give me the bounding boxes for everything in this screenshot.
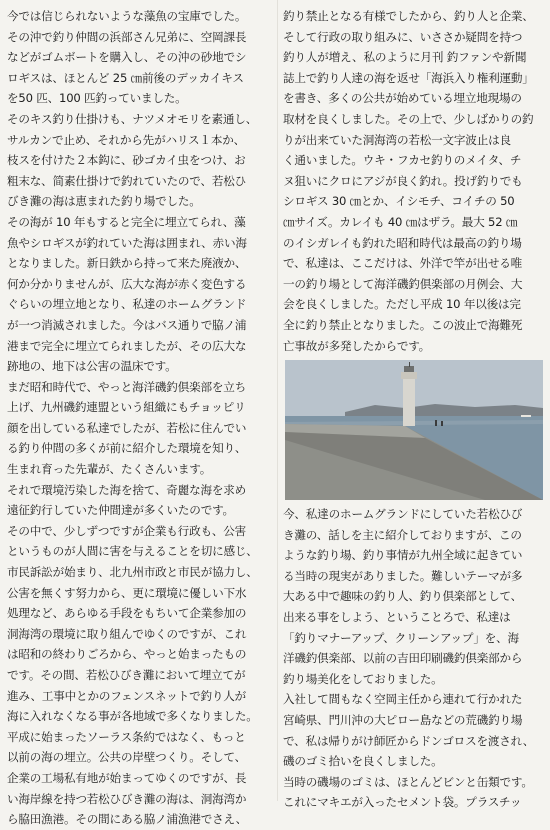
breakwater-lighthouse-photo xyxy=(285,360,543,500)
photo-boat xyxy=(521,415,531,417)
photo-lighthouse-lamp xyxy=(401,372,417,379)
paragraph-left-4: まだ昭和時代で、やっと海洋磯釣倶楽部を立ち 上げ、九州磯釣連盟という組織にもチョッピリ 顔を出している私達でしたが、若松に住んでい る釣り仲間の多くが前に紹介した環境を知り、 生まれ育った先輩が、たくさんいます。 xyxy=(7,379,247,477)
paragraph-right-1: 釣り禁止となる有様でしたから、釣り人と企業、 そして行政の取り組みに、いささか疑問を持つ 釣り人が増え、私のように月刊 釣ファンや新聞 誌上で釣り人達の海を返せ「海浜入り権利運動」 を書き、多くの公共が始めている埋立地現場の 取材を良くしました。その上で、少しばかりの釣 りが出来ていた洞海湾の若松一文字波止は良 く通いました。ウキ・フカセ釣りのメイタ、チ ヌ狙いにクロにアジが良く釣れ。投げ釣りでも シロギス 30 ㎝とか、イシモチ、コイチの 50 ㎝サイズ。カレイも 40 ㎝はザラ。最大 52 ㎝ のイシガレイも釣れた昭和時代は最高の釣り場 で、私達は、ここだけは、外洋で竿が出せる唯 一の釣り場として海洋磯釣倶楽部の月例会、大 会を良くしました。ただし平成 10 年以後は完 全に釣り禁止となりました。この波止で海難死 亡事故が多発したからです。 xyxy=(283,9,534,353)
photo-lighthouse-antenna xyxy=(409,362,410,367)
paragraph-right-3: 入社して間もなく空岡主任から連れて行かれた 宮崎県、門川沖の大ピロー島などの荒磯釣り場 で、私は帰りがけ師匠からドンゴロスを渡され、 磯のゴミ拾いを良くしました。 xyxy=(283,692,535,769)
photo-illustration xyxy=(285,360,543,500)
photo-distant-hills xyxy=(345,404,543,418)
photo-person-1 xyxy=(435,420,437,426)
paragraph-left-2: そのキス釣り仕掛けも、ナツメオモリを素通し、 サルカンで止め、それから先がハリス１本か、 枝スを付けた２本鈎に、砂ゴカイ虫をつけ、お 粗末な、简素仕掛けで釣れていたので、若松ひ びき灘の海は恵まれた釣り場でした。 xyxy=(7,111,258,209)
paragraph-left-5: それで環境汚染した海を捨て、奇麗な海を求め 遠征釣行していた仲間達が多くいたのです。 xyxy=(7,482,247,518)
photo-person-2 xyxy=(441,421,443,426)
paragraph-right-2: 今、私達のホームグランドにしていた若松ひび き灘の、話しを主に紹介しておりますが、この ような釣り場、釣り事情が九州全域に起きてい る当時の現実がありました。難しいテーマが多 大ある中で趣味の釣り人、釣り倶楽部として、 出来る事をしよう、ということろで、私達は 「釣りマナーアップ、クリーンアップ」を、海 洋磯釣倶楽部、以前の吉田印刷磯釣倶楽部から 釣り場美化をしておりました。 xyxy=(283,507,523,686)
left-column xyxy=(7,6,273,830)
photo-lighthouse-tower xyxy=(403,378,415,426)
paragraph-right-4: 当時の磯場のゴミは、ほとんどビンと缶類です。 これにマキエが入ったセメント袋。プラスチッ xyxy=(283,774,533,810)
right-column xyxy=(283,6,545,813)
paragraph-left-3: その海が 10 年もすると完全に埋立てられ、藻 魚やシロギスが釣れていた海は囲まれ、赤い海 となりました。新日鉄から持って来た廃液か、 何か分かりませんが、広大な海が赤く変色する ぐらいの埋立地となり、私達のホームグランド が一つ消滅されました。今はバス通りで脇ノ浦 港まで完全に埋立てられましたが、その広大な 跡地の、地下は公害の温床です。 xyxy=(7,214,247,374)
paragraph-left-1: 今では信じられないような藻魚の宝庫でした。 その沖で釣り仲間の浜部さん兄弟に、空岡課長 などがゴムボートを購入し、その沖の砂地でシ ロギスは、ほとんど 25 ㎝前後のデッカイキス を50 匹、100 匹釣っていました。 xyxy=(7,9,247,106)
paragraph-left-6: その中で、少しずつですが企業も行政も、公害 というものが人間に害を与えることを切に感じ、 市民訴訟が始まり、北九州市政と市民が協力し、 公害を無くす努力から、更に環境に優しい下水 処理など、あらゆる手段をもちいて企業参加の 洞海湾の環境に取り組んでゆくのですが、これ は昭和の終わりごろから、やっと始まったもの です。その間、若松ひびき灘において埋立てが 進み、工事中とかのフェンスネットで釣り人が 海に入れなくなる事が各地域で多くなりました。 xyxy=(7,523,258,724)
column-divider xyxy=(277,0,278,801)
paragraph-left-7: 平成に始まったソーラス条約ではなく、もっと 以前の海の埋立。公共の岸壁つくり。そして、 企業の工場私有地が始まってゆくのですが、長 い海岸線を持つ若松ひびき灘の海は、洞海湾か ら脇田漁港。その間にある脇ノ浦漁港でさえ、 xyxy=(7,729,247,827)
